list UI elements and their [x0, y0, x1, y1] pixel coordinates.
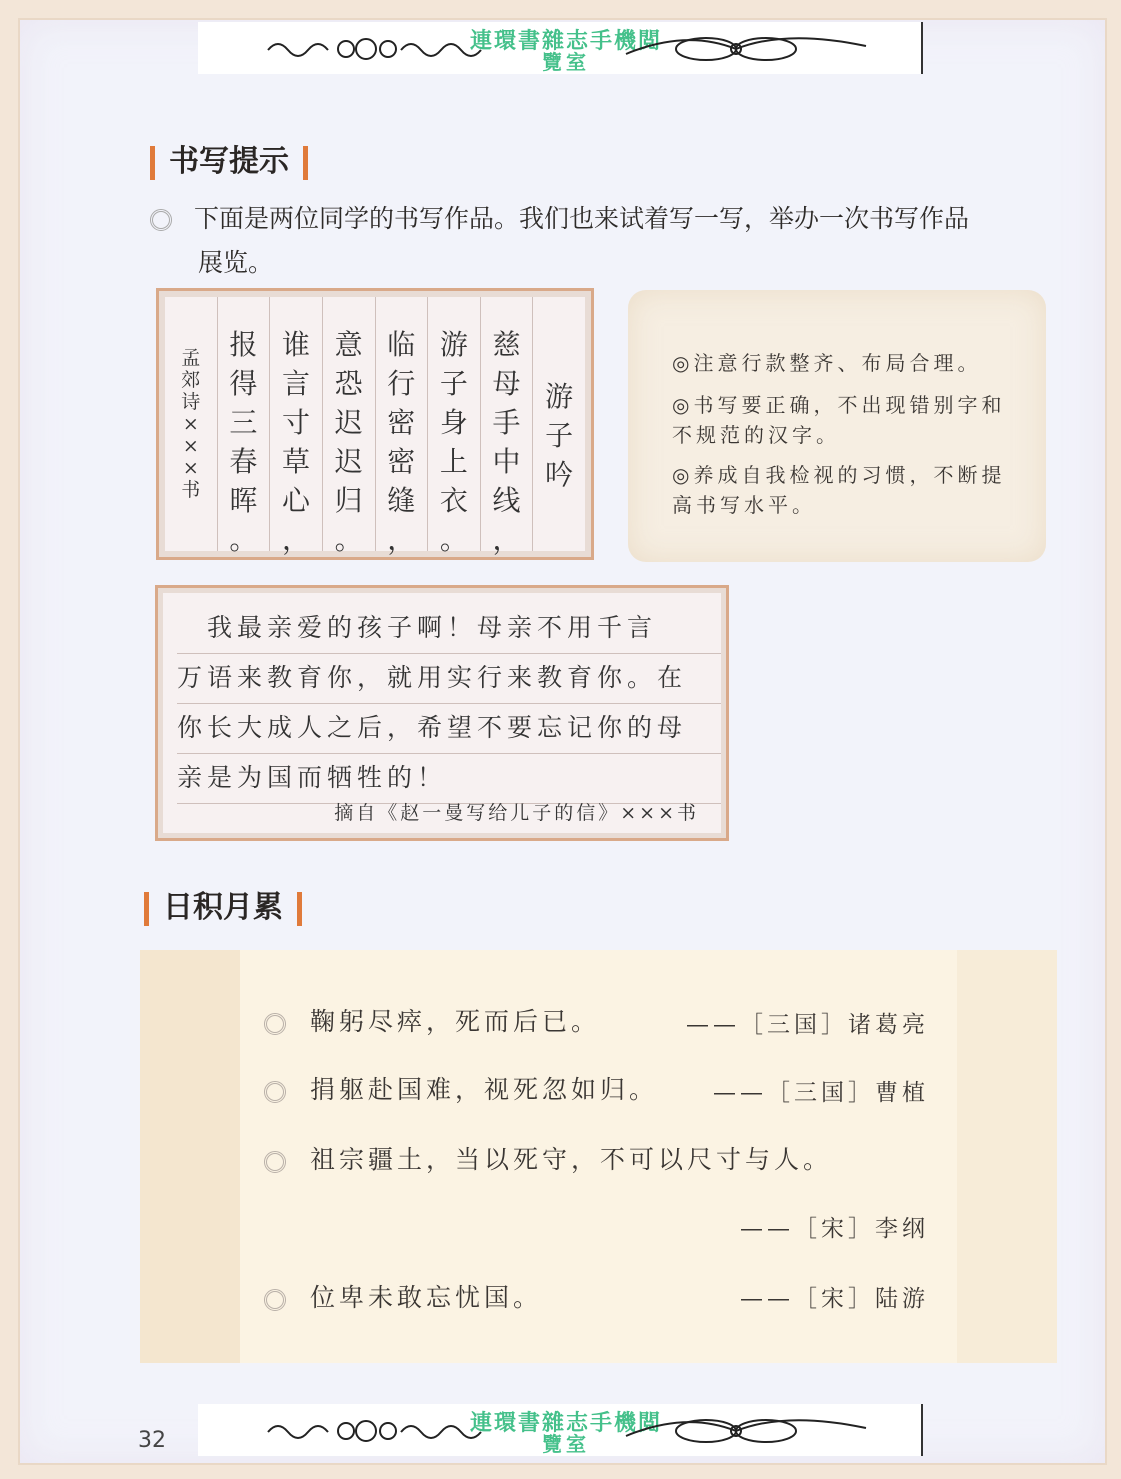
quote-text: 捐躯赴国难，视死忽如归。 [310, 1075, 659, 1104]
tip-item: ◎注意行款整齐、布局合理。 [672, 351, 982, 375]
poem-char: 。 [229, 523, 258, 556]
poem-char: 草 [282, 445, 311, 478]
poem-signature-char: × [182, 435, 199, 457]
quote-author: ——［宋］陆游 [740, 1286, 929, 1312]
tip-item: ◎养成自我检视的习惯，不断提高书写水平。 [672, 463, 1006, 517]
poem-char: 迟 [334, 445, 363, 478]
poem-char: 。 [439, 523, 468, 556]
letter-line: 我最亲爱的孩子啊！母亲不用千言 [177, 603, 721, 654]
quote-author: ——［三国］曹植 [713, 1080, 929, 1106]
poem-signature-char: 郊 [181, 369, 201, 391]
poem-signature-char: × [182, 457, 199, 479]
poem-signature-char: 孟 [181, 347, 201, 369]
bow-ornament-icon [616, 1416, 876, 1446]
quote-author: ——［三国］诸葛亮 [686, 1012, 929, 1038]
poem-title-char: 吟 [545, 458, 574, 491]
poem-char: 寸 [282, 406, 311, 439]
poem-char: 三 [229, 406, 258, 439]
poem-char: ， [387, 523, 416, 556]
poem-char: 密 [387, 406, 416, 439]
letter-line: 万语来教育你，就用实行来教育你。在 [177, 653, 721, 704]
intro-paragraph [150, 197, 1070, 285]
title-bar-right [297, 892, 302, 926]
quote-line [264, 1002, 600, 1038]
poem-calligraphy-sample [156, 288, 594, 560]
bow-ornament-icon [616, 34, 876, 64]
poem-char: 身 [439, 406, 468, 439]
watermark-text-2: 覽室 [542, 50, 590, 74]
poem-line-column [375, 297, 428, 556]
poem-line-column [269, 297, 322, 556]
watermark-text-2: 覽室 [542, 1432, 590, 1456]
letter-line: 亲是为国而牺牲的！ [177, 753, 721, 804]
poem-signature-char: 诗 [181, 391, 201, 413]
letter-calligraphy-sample [155, 585, 729, 841]
poem-char: 迟 [334, 406, 363, 439]
poem-char: 母 [492, 367, 521, 400]
poem-char: 。 [334, 523, 363, 556]
quote-line [264, 1070, 658, 1106]
section-title-writing-tips [150, 136, 308, 180]
poem-signature-column [165, 297, 217, 551]
poem-char: 报 [229, 328, 258, 361]
poem-char: ， [492, 523, 521, 556]
letter-line: 你长大成人之后，希望不要忘记你的母 [177, 703, 721, 754]
poem-char: 衣 [439, 484, 468, 517]
bullet-circle-icon [264, 1151, 286, 1173]
poem-char: 中 [492, 445, 521, 478]
poem-char: 子 [439, 367, 468, 400]
poem-char: ， [282, 523, 311, 556]
poem-line-column [480, 297, 533, 556]
watermark-banner-bottom [198, 1404, 923, 1456]
tip-item: ◎书写要正确，不出现错别字和不规范的汉字。 [672, 393, 1006, 447]
poem-char: 慈 [492, 328, 521, 361]
section-title-text: 日积月累 [163, 890, 283, 925]
poem-char: 缝 [387, 484, 416, 517]
section-title-daily-accumulation [144, 882, 302, 926]
poem-char: 行 [387, 367, 416, 400]
letter-signature: 摘自《赵一曼写给儿子的信》×××书 [334, 802, 699, 824]
poem-char: 春 [229, 445, 258, 478]
bullet-circle-icon [264, 1013, 286, 1035]
poem-char: 恐 [334, 367, 363, 400]
poem-line-column [322, 297, 375, 556]
poem-char: 晖 [229, 484, 258, 517]
title-bar-left [144, 892, 149, 926]
bullet-circle-icon [150, 209, 172, 231]
poem-signature-char: 书 [181, 479, 201, 501]
intro-line-2: 展览。 [198, 248, 274, 277]
quote-text: 祖宗疆土，当以死守，不可以尺寸与人。 [310, 1145, 833, 1174]
decorative-pattern-panel [957, 950, 1057, 1363]
quote-author: ——［宋］李纲 [740, 1216, 929, 1242]
writing-tips-box [628, 290, 1046, 562]
quote-line [264, 1278, 542, 1314]
quote-text: 位卑未敢忘忧国。 [310, 1283, 543, 1312]
poem-title-column [532, 297, 585, 551]
poem-char: 谁 [282, 328, 311, 361]
poem-signature-char: × [182, 413, 199, 435]
section-title-text: 书写提示 [169, 144, 289, 179]
quote-text: 鞠躬尽瘁，死而后已。 [310, 1007, 601, 1036]
title-bar-left [150, 146, 155, 180]
poem-line-column [427, 297, 480, 556]
watermark-text: 連環書雜志手機閲 [469, 1410, 662, 1436]
watermark-banner-top [198, 22, 923, 74]
page-number: 32 [138, 1428, 166, 1453]
poem-char: 言 [282, 367, 311, 400]
poem-char: 上 [439, 445, 468, 478]
poem-char: 心 [282, 484, 311, 517]
poem-char: 归 [334, 484, 363, 517]
poem-title-char: 子 [545, 419, 574, 452]
title-bar-right [303, 146, 308, 180]
quote-line [264, 1140, 832, 1176]
watermark-text: 連環書雜志手機閲 [469, 28, 662, 54]
poem-char: 临 [387, 328, 416, 361]
bullet-circle-icon [264, 1289, 286, 1311]
bullet-circle-icon [264, 1081, 286, 1103]
poem-char: 线 [492, 484, 521, 517]
poem-char: 得 [229, 367, 258, 400]
intro-line-1: 下面是两位同学的书写作品。我们也来试着写一写，举办一次书写作品 [194, 204, 970, 233]
quotes-box [140, 950, 1057, 1363]
poem-char: 手 [492, 406, 521, 439]
poem-title-char: 游 [545, 380, 574, 413]
decorative-pattern-panel [140, 950, 240, 1363]
poem-char: 密 [387, 445, 416, 478]
poem-char: 意 [334, 328, 363, 361]
poem-line-column [217, 297, 270, 556]
poem-char: 游 [439, 328, 468, 361]
